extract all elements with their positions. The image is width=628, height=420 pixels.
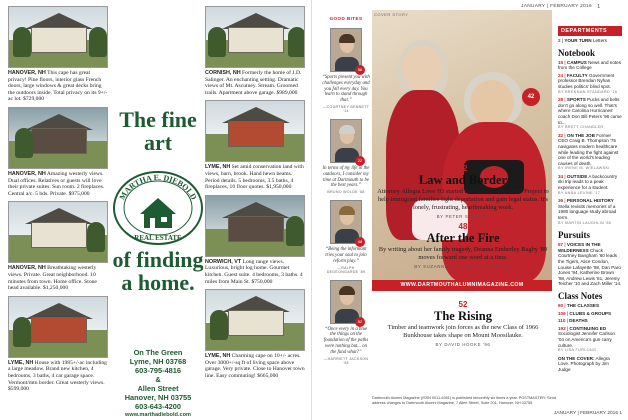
feature-story[interactable] xyxy=(376,222,550,269)
department-item[interactable]: 192 | CONTINUING ED Sociologist Jennifer Carlson '04 on America's gun carry culture. BY LISA FURLONG xyxy=(558,325,615,353)
quote-block xyxy=(322,200,370,273)
real-estate-ad xyxy=(0,0,312,420)
listings-column-right xyxy=(205,6,305,384)
feature-byline: BY DAVID HOOKE '96 xyxy=(435,342,491,347)
feature-title: The Rising xyxy=(433,309,492,323)
feature-story[interactable] xyxy=(376,164,550,219)
quote-text: “Being the informant tries your soul to join reform play.” xyxy=(325,247,367,264)
portrait-photo xyxy=(330,200,362,244)
department-item[interactable]: 57 | VOICES IN THE WILDERNESS Chuck Courtney Bangham '60 leads the Tigers, Alice Condon, Louise Lafayette '98, Dan Paro Jones '94, Katherine Brown '98, Andrew Lewis '81, Jeremy Teicher '10 and Zach Miller '14. xyxy=(558,242,622,287)
listing-text: LYME, NH Set amid conservation land with views, barn, brook. Hand hewn beams. Period details. 5 bedrooms, 3.5 baths, 4 fireplaces, 10 floor quotes. $1,950,000 xyxy=(205,164,304,191)
page-badge[interactable]: 22 xyxy=(355,156,365,166)
departments-column xyxy=(558,26,622,373)
quote-text: “Once every in a blue the things on the foundation of the paths were nothing but... on the fund what?” xyxy=(323,326,369,355)
listing-text: NORWICH, VT Long range views. Luxurious, bright log home. Gourmet kitchen. Guest suite. 4 bedrooms, 3 baths. 4 miles from Main St. $750,000 xyxy=(205,258,303,285)
publication-fine-print: Dartmouth Alumni Magazine (ISSN 0011-6351) is published bimonthly six times a year. POSTMASTER: Send address changes to Dartmouth Alumni Magazine, 7 Allen Street, Suite 201, Hanover, NH 03755. xyxy=(372,396,556,405)
house-photo xyxy=(8,296,108,358)
feature-description: Timber and teamwork join forces as the new Class of 1966 Bunkhouse takes shape on Mount Moosilauke. xyxy=(387,324,539,339)
listing-text: LYME, NH Charming cape on 10+/- acres. Over 3000+/-sq ft of living space above garage. Very private. Close to Hanover town line. Easy commuting! $665,000 xyxy=(205,353,305,379)
ad-contact-block xyxy=(110,348,206,420)
cover-story-label: COVER STORY xyxy=(374,12,409,17)
portrait-photo xyxy=(330,119,362,163)
website-link[interactable]: www.marthadiebold.com xyxy=(125,412,191,418)
listing-text: HANOVER, NH Amazing westerly views. Dual offices. Relatives or guests will love their private suites. Sun room. 2 fireplaces. Central a/c. 5 bds. Private. $975,000 xyxy=(8,170,105,197)
department-item[interactable]: 34 | OUTSIDE A backcountry ski trip leads to a peak experience for a student. BY ANNA LEVINE '17 xyxy=(558,173,618,195)
department-item[interactable]: 60 | THE CLASSES xyxy=(558,302,600,308)
listing-text: LYME, NH House with 1985+/-ac including a large meadow. Brand new kitchen, 4 bedrooms, 3 baths, 4 car garage space. Vermont/mtn border. Great westerly views. $599,000 xyxy=(8,359,107,393)
page-badge[interactable]: 58 xyxy=(355,65,365,75)
feature-story[interactable] xyxy=(376,300,550,347)
department-item[interactable]: 2 | YOUR TURN Letters xyxy=(558,38,607,43)
listing-card xyxy=(205,195,305,285)
departments-heading: DEPARTMENTS xyxy=(558,26,622,36)
listing-card xyxy=(8,201,108,291)
quotes-column xyxy=(322,28,370,371)
listing-card xyxy=(205,6,305,96)
feature-description: By writing about her family tragedy, Deanna Emberley Bagby '89 moves forward one word at a time. xyxy=(378,246,548,261)
office-name: On The Green xyxy=(133,348,183,357)
quote-block xyxy=(322,119,370,194)
table-of-contents-page xyxy=(314,0,628,420)
department-item[interactable]: 24 | FACULTY Government professor Brendan Nyhan studies politics' blind spot. BY BRENNAN STANDARD '16 xyxy=(558,72,618,94)
listing-card xyxy=(8,296,108,393)
portrait-photo xyxy=(330,28,362,72)
quote-author: BRUNO WOLDE '68 xyxy=(327,190,365,195)
portrait-photo xyxy=(330,280,362,324)
house-photo xyxy=(8,6,108,68)
listing-text: CORNISH, NH Formerly the home of J.D. Salinger. An enchanting setting. Dramatic views of Mt. Ascutney. Stream. Groomed trails. Apartment above garage. $989,000 xyxy=(205,70,302,96)
feature-title: After the Fire xyxy=(426,231,500,245)
department-item[interactable]: 28 | SPORTS Pucks and belts don't go along so well. That's where Carolina Hurricanes' coach Don Bill Peters '96 came to... BY BRETT CHANDLER xyxy=(558,97,622,130)
svg-text:MARTHA E. DIEBOLD: MARTHA E. DIEBOLD xyxy=(117,172,199,202)
feature-title: Law and Border xyxy=(418,173,508,187)
house-photo xyxy=(205,195,305,257)
office-name: Allen Street xyxy=(137,384,179,393)
quotes-heading: GOOD BITES xyxy=(329,16,363,21)
office-phone[interactable]: 603-795-4816 xyxy=(134,366,182,375)
house-photo xyxy=(205,100,305,162)
quote-block xyxy=(322,28,370,113)
page-badge[interactable]: 42 xyxy=(522,88,540,106)
department-item[interactable]: 106 | CLUBS & GROUPS xyxy=(558,310,612,316)
ad-headline-bottom: of finding a home. xyxy=(112,247,204,295)
department-item[interactable]: 15 | CAMPUS News and notes from the College xyxy=(558,59,622,71)
house-photo xyxy=(8,107,108,169)
section-title-class-notes: Class Notes xyxy=(558,290,603,301)
department-item[interactable]: 36 | PERSONAL HISTORY Stella revisits memories of a 1980 language study abroad term. BY MARTIN LAUGHLIN '85 xyxy=(558,198,617,225)
office-address: Hanover, NH 03755 xyxy=(124,393,192,402)
listing-card xyxy=(8,6,108,103)
feature-byline: BY PETER SIGNORE xyxy=(436,214,490,219)
svg-text:REAL ESTATE: REAL ESTATE xyxy=(134,234,182,242)
house-photo xyxy=(205,289,305,351)
listing-card xyxy=(205,289,305,379)
quote-block xyxy=(322,280,370,365)
cover-credit: ON THE COVER: Allegra Love. Photograph by Jim Judge xyxy=(558,355,610,372)
department-item[interactable]: 110 | DEATHS xyxy=(558,318,588,324)
quote-text: “Sports present you with challenges everyday and you fall every day. You learn to stand through that.” xyxy=(322,75,370,104)
feature-page-number: 48 xyxy=(458,222,468,231)
quote-author: —COURTNEY BENNETT '14 xyxy=(322,104,370,113)
house-photo xyxy=(205,6,305,68)
listings-column-left xyxy=(8,6,108,397)
office-phone[interactable]: 603-643-4200 xyxy=(134,402,182,411)
department-item[interactable]: 32 | ON THE JOB Former CEO Craig B. Thompson '75 navigates modern healthcare while leading the fight against one of the world's leading causes of death. BY IRENE M. WIELAWSKI xyxy=(558,132,619,171)
page-number: 1 xyxy=(597,4,600,10)
section-title-notebook: Notebook xyxy=(558,47,596,58)
listing-card xyxy=(8,107,108,197)
diebold-seal-logo xyxy=(110,168,206,248)
page-footer-number: JANUARY | FEBRUARY 2016 1 xyxy=(553,411,622,416)
page-badge[interactable]: 52 xyxy=(355,317,365,327)
ad-headline: The fine art xyxy=(119,107,197,155)
feature-page-number: 52 xyxy=(458,300,468,309)
section-title-pursuits: Pursuits xyxy=(558,230,591,241)
page-badge[interactable]: 48 xyxy=(355,237,365,247)
house-photo xyxy=(8,201,108,263)
feature-page-number: 42 xyxy=(458,164,468,173)
ampersand: & xyxy=(155,375,161,384)
quote-text: In terms of my life in the outdoors, I consider my time at Dartmouth to be the best years.” xyxy=(322,165,370,189)
office-address: Lyme, NH 03768 xyxy=(129,357,187,366)
issue-date: JANUARY | FEBRUARY 2016 xyxy=(521,4,592,9)
feature-byline: BY SUZANNE SPENCER RENDAHL '85 xyxy=(414,264,512,269)
website-banner[interactable]: WWW.DARTMOUTHALUMNIMAGAZINE.COM xyxy=(372,280,552,291)
feature-description: Attorney Allegra Love '03 started the Santa Fe Dreamers Project to help immigrant families fight deportation and gain legal status. It's lonely, frustrating, heartbreaking work. xyxy=(377,188,549,211)
listing-card xyxy=(205,100,305,190)
listing-text: HANOVER, NH This cape has great privacy! Pine floors, interior glass French doors, large windows & great decks bring the outdoors inside. Total privacy on its 9+/- ac lot. $729,000 xyxy=(8,70,108,103)
quote-author: —HARRIETT JACKSON '98 xyxy=(323,356,369,365)
listing-text: HANOVER, NH Breathtaking westerly views. Private. Great neighborhood. 10 minutes from town. Home office. Stone head available. $1,250,000 xyxy=(8,265,97,292)
quote-author: —RALPH DEGEONGARDE '89 xyxy=(326,265,366,274)
